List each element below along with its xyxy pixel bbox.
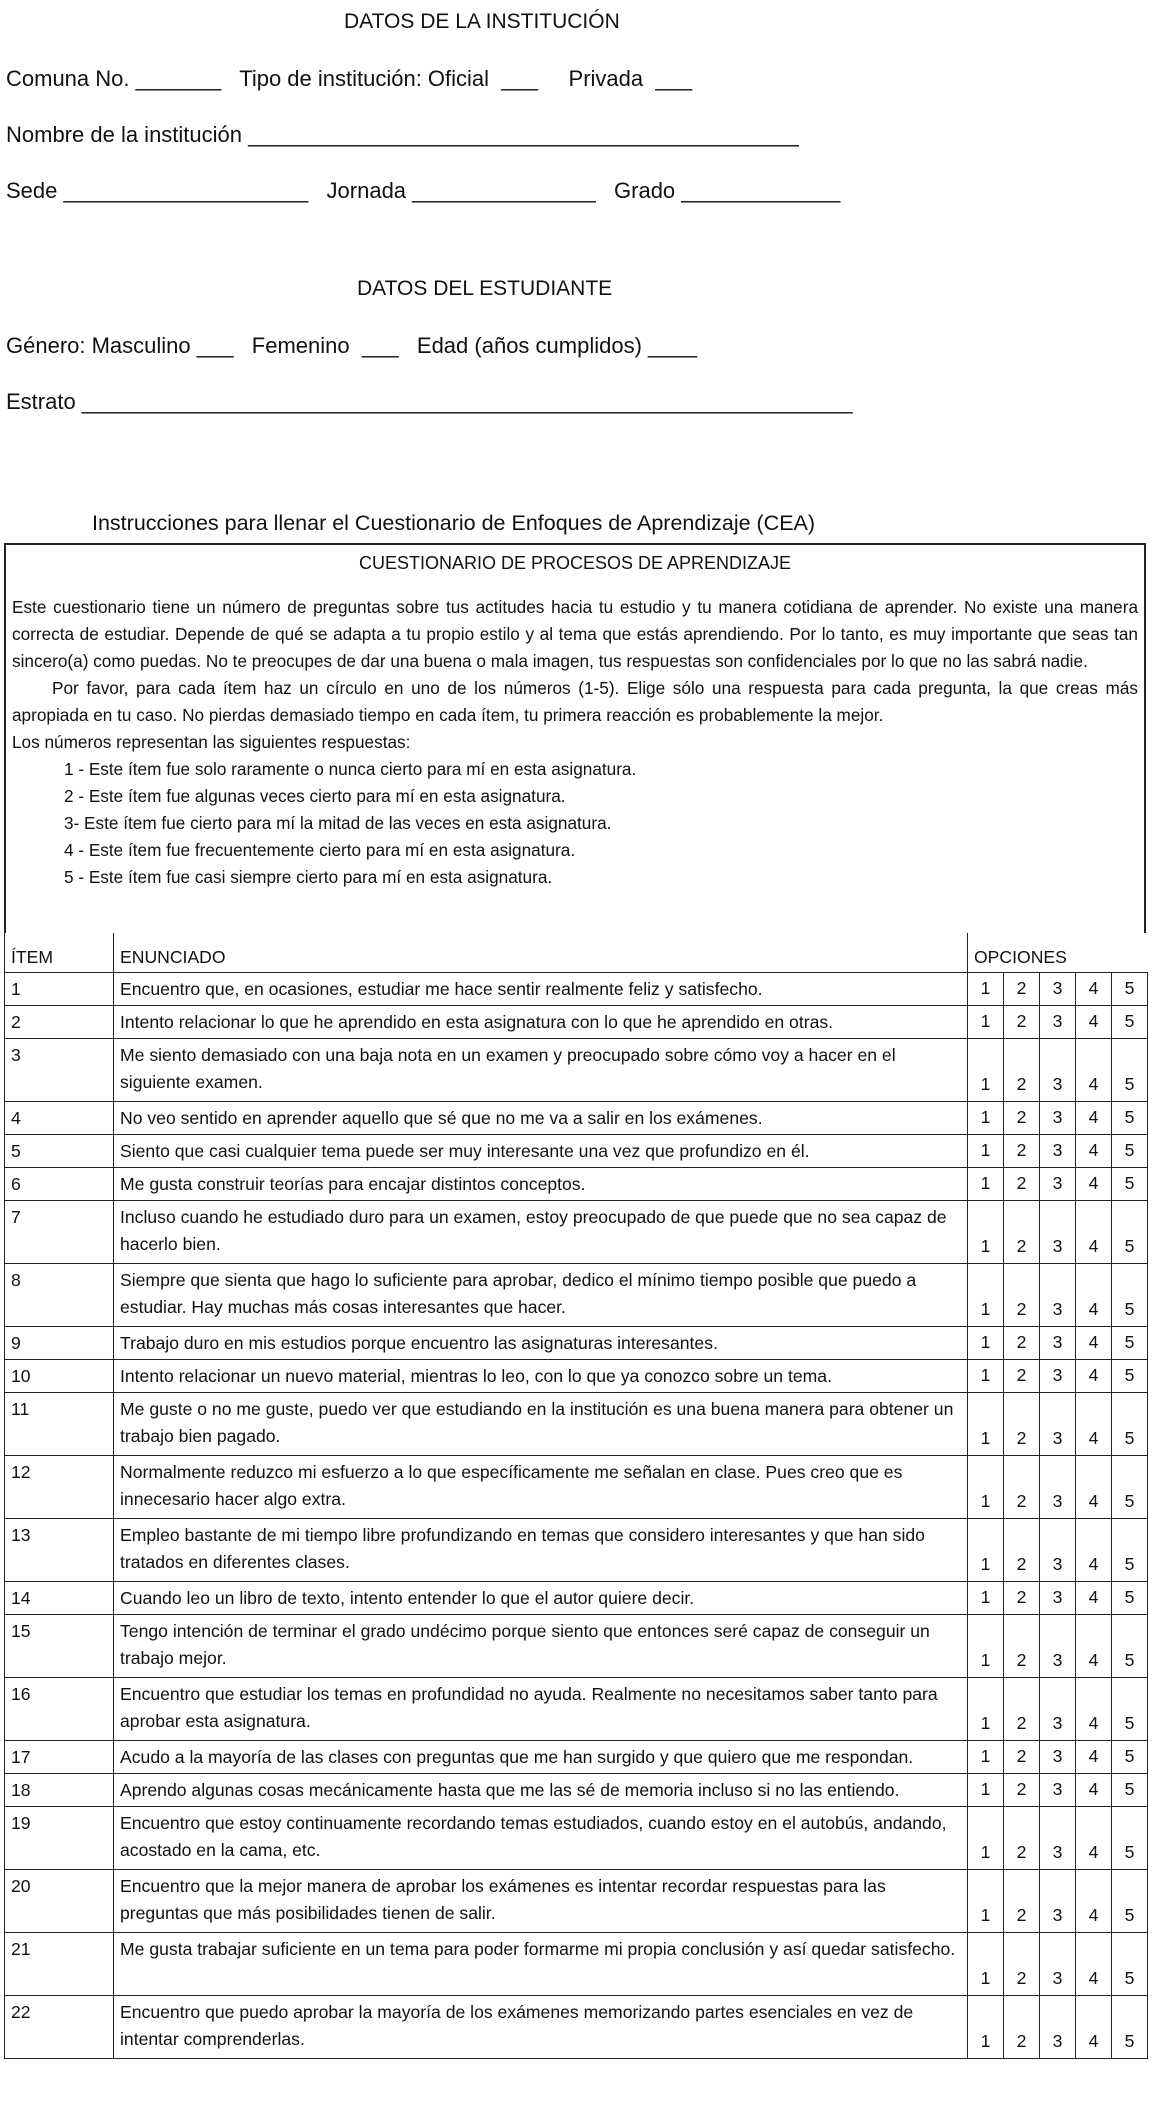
option-5[interactable]: 5	[1112, 1393, 1148, 1456]
option-1[interactable]: 1	[968, 1774, 1004, 1807]
option-3[interactable]: 3	[1040, 1678, 1076, 1741]
item-number: 16	[5, 1678, 114, 1741]
item-number: 9	[5, 1327, 114, 1360]
option-4[interactable]: 4	[1076, 1933, 1112, 1996]
instructions-box	[4, 543, 1146, 933]
option-5[interactable]: 5	[1112, 1456, 1148, 1519]
option-5[interactable]: 5	[1112, 973, 1148, 1006]
option-4[interactable]: 4	[1076, 1741, 1112, 1774]
option-3[interactable]: 3	[1040, 1870, 1076, 1933]
option-5[interactable]: 5	[1112, 1264, 1148, 1327]
option-2[interactable]: 2	[1004, 1615, 1040, 1678]
option-3[interactable]: 3	[1040, 1615, 1076, 1678]
item-number: 19	[5, 1807, 114, 1870]
option-2[interactable]: 2	[1004, 1996, 1040, 2059]
option-3[interactable]: 3	[1040, 1006, 1076, 1039]
option-2[interactable]: 2	[1004, 1519, 1040, 1582]
option-2[interactable]: 2	[1004, 973, 1040, 1006]
option-1[interactable]: 1	[968, 1582, 1004, 1615]
questionnaire-title: CUESTIONARIO DE PROCESOS DE APRENDIZAJE	[358, 553, 792, 573]
table-header-row	[5, 933, 1148, 973]
option-4[interactable]: 4	[1076, 1102, 1112, 1135]
option-2[interactable]: 2	[1004, 1039, 1040, 1102]
option-3[interactable]: 3	[1040, 1519, 1076, 1582]
table-row	[5, 1870, 1148, 1933]
option-4[interactable]: 4	[1076, 1168, 1112, 1201]
option-3[interactable]: 3	[1040, 1996, 1076, 2059]
item-statement: Acudo a la mayoría de las clases con preguntas que me han surgido y que quiero que me respondan.	[114, 1741, 968, 1774]
item-statement: Me gusta construir teorías para encajar distintos conceptos.	[114, 1168, 968, 1201]
option-1[interactable]: 1	[968, 1327, 1004, 1360]
option-2[interactable]: 2	[1004, 1933, 1040, 1996]
option-3[interactable]: 3	[1040, 1264, 1076, 1327]
questionnaire-table	[4, 933, 1148, 2059]
option-1[interactable]: 1	[968, 1135, 1004, 1168]
item-statement: Siento que casi cualquier tema puede ser muy interesante una vez que profundizo en él.	[114, 1135, 968, 1168]
option-4[interactable]: 4	[1076, 973, 1112, 1006]
option-5[interactable]: 5	[1112, 1678, 1148, 1741]
option-1[interactable]: 1	[968, 1006, 1004, 1039]
item-number: 1	[5, 973, 114, 1006]
option-2[interactable]: 2	[1004, 1678, 1040, 1741]
table-row	[5, 1678, 1148, 1741]
option-1[interactable]: 1	[968, 1870, 1004, 1933]
option-2[interactable]: 2	[1004, 1102, 1040, 1135]
item-number: 20	[5, 1870, 114, 1933]
option-4[interactable]: 4	[1076, 1201, 1112, 1264]
option-4[interactable]: 4	[1076, 1393, 1112, 1456]
option-3[interactable]: 3	[1040, 1456, 1076, 1519]
header-enunciado: ENUNCIADO	[114, 933, 968, 973]
option-4[interactable]: 4	[1076, 1678, 1112, 1741]
item-statement: Tengo intención de terminar el grado undécimo porque siento que entonces seré capaz de conseguir un trabajo mejor.	[114, 1615, 968, 1678]
option-2[interactable]: 2	[1004, 1393, 1040, 1456]
item-number: 13	[5, 1519, 114, 1582]
option-4[interactable]: 4	[1076, 1456, 1112, 1519]
option-3[interactable]: 3	[1040, 1807, 1076, 1870]
option-4[interactable]: 4	[1076, 1870, 1112, 1933]
option-3[interactable]: 3	[1040, 1102, 1076, 1135]
option-3[interactable]: 3	[1040, 1360, 1076, 1393]
option-5[interactable]: 5	[1112, 1615, 1148, 1678]
instructions-title: Instrucciones para llenar el Cuestionario de Enfoques de Aprendizaje (CEA)	[92, 511, 816, 535]
option-5[interactable]: 5	[1112, 1807, 1148, 1870]
option-4[interactable]: 4	[1076, 1264, 1112, 1327]
header-opciones: OPCIONES	[968, 933, 1148, 973]
option-1[interactable]: 1	[968, 1039, 1004, 1102]
option-2[interactable]: 2	[1004, 1774, 1040, 1807]
table-row	[5, 1615, 1148, 1678]
option-1[interactable]: 1	[968, 1519, 1004, 1582]
instructions-paragraph-2: Por favor, para cada ítem haz un círculo en uno de los números (1-5). Elige sólo una respuesta para cada pregunta, la que creas más apropiada en tu caso. No pierdas demasiado tiempo en cada ítem, tu primera reacción es probablemente la mejor.	[12, 678, 1138, 725]
option-1[interactable]: 1	[968, 1807, 1004, 1870]
table-row	[5, 1039, 1148, 1102]
item-statement: Encuentro que la mejor manera de aprobar los exámenes es intentar recordar respuestas para las preguntas que más posibilidades tienen de salir.	[114, 1870, 968, 1933]
option-5[interactable]: 5	[1112, 1135, 1148, 1168]
instructions-paragraph-1: Este cuestionario tiene un número de preguntas sobre tus actitudes hacia tu estudio y tu manera cotidiana de aprender. No existe una manera correcta de estudiar. Depende de qué se adapta a tu propio estilo y al tema que estás aprendiendo. Por lo tanto, es muy importante que seas tan sincero(a) como puedas. No te preocupes de dar una buena o mala imagen, tus respuestas son confidenciales por lo que no las sabrá nadie.	[12, 597, 1138, 671]
table-row	[5, 1456, 1148, 1519]
item-number: 14	[5, 1582, 114, 1615]
option-4[interactable]: 4	[1076, 1327, 1112, 1360]
item-number: 4	[5, 1102, 114, 1135]
item-number: 2	[5, 1006, 114, 1039]
option-5[interactable]: 5	[1112, 1102, 1148, 1135]
table-row	[5, 1102, 1148, 1135]
item-number: 5	[5, 1135, 114, 1168]
option-3[interactable]: 3	[1040, 1201, 1076, 1264]
item-number: 10	[5, 1360, 114, 1393]
scale-item-4: 4 - Este ítem fue frecuentemente cierto para mí en esta asignatura.	[64, 840, 576, 860]
option-1[interactable]: 1	[968, 1264, 1004, 1327]
option-1[interactable]: 1	[968, 1741, 1004, 1774]
option-4[interactable]: 4	[1076, 1135, 1112, 1168]
option-1[interactable]: 1	[968, 1168, 1004, 1201]
option-5[interactable]: 5	[1112, 1201, 1148, 1264]
table-row	[5, 1393, 1148, 1456]
item-statement: Encuentro que estoy continuamente recordando temas estudiados, cuando estoy en el autobús, andando, acostado en la cama, etc.	[114, 1807, 968, 1870]
item-number: 12	[5, 1456, 114, 1519]
option-3[interactable]: 3	[1040, 1582, 1076, 1615]
option-2[interactable]: 2	[1004, 1264, 1040, 1327]
option-5[interactable]: 5	[1112, 1774, 1148, 1807]
scale-item-1: 1 - Este ítem fue solo raramente o nunca cierto para mí en esta asignatura.	[64, 759, 637, 779]
option-4[interactable]: 4	[1076, 1615, 1112, 1678]
item-statement: Trabajo duro en mis estudios porque encuentro las asignaturas interesantes.	[114, 1327, 968, 1360]
option-5[interactable]: 5	[1112, 1519, 1148, 1582]
table-row	[5, 1807, 1148, 1870]
table-row	[5, 1201, 1148, 1264]
item-number: 17	[5, 1741, 114, 1774]
option-1[interactable]: 1	[968, 1360, 1004, 1393]
option-4[interactable]: 4	[1076, 1519, 1112, 1582]
option-2[interactable]: 2	[1004, 1006, 1040, 1039]
option-4[interactable]: 4	[1076, 1996, 1112, 2059]
instructions-paragraph-3: Los números representan las siguientes respuestas:	[12, 732, 411, 752]
table-row	[5, 1519, 1148, 1582]
scale-item-3: 3- Este ítem fue cierto para mí la mitad de las veces en esta asignatura.	[64, 813, 612, 833]
option-2[interactable]: 2	[1004, 1741, 1040, 1774]
option-1[interactable]: 1	[968, 1996, 1004, 2059]
option-1[interactable]: 1	[968, 973, 1004, 1006]
table-row	[5, 1774, 1148, 1807]
option-3[interactable]: 3	[1040, 1327, 1076, 1360]
option-3[interactable]: 3	[1040, 1774, 1076, 1807]
item-number: 15	[5, 1615, 114, 1678]
option-4[interactable]: 4	[1076, 1006, 1112, 1039]
option-5[interactable]: 5	[1112, 1870, 1148, 1933]
table-body	[5, 973, 1148, 2059]
item-statement: No veo sentido en aprender aquello que sé que no me va a salir en los exámenes.	[114, 1102, 968, 1135]
option-1[interactable]: 1	[968, 1393, 1004, 1456]
table-row	[5, 1168, 1148, 1201]
option-5[interactable]: 5	[1112, 1168, 1148, 1201]
option-1[interactable]: 1	[968, 1933, 1004, 1996]
option-2[interactable]: 2	[1004, 1456, 1040, 1519]
table-row	[5, 1360, 1148, 1393]
option-4[interactable]: 4	[1076, 1582, 1112, 1615]
table-row	[5, 1135, 1148, 1168]
item-statement: Me gusta trabajar suficiente en un tema para poder formarme mi propia conclusión y así quedar satisfecho.	[114, 1933, 968, 1996]
table-row	[5, 1582, 1148, 1615]
scale-item-2: 2 - Este ítem fue algunas veces cierto para mí en esta asignatura.	[64, 786, 566, 806]
item-statement: Siempre que sienta que hago lo suficiente para aprobar, dedico el mínimo tiempo posible que puedo a estudiar. Hay muchas más cosas interesantes que hacer.	[114, 1264, 968, 1327]
option-5[interactable]: 5	[1112, 1327, 1148, 1360]
item-statement: Incluso cuando he estudiado duro para un examen, estoy preocupado de que puede que no sea capaz de hacerlo bien.	[114, 1201, 968, 1264]
option-5[interactable]: 5	[1112, 1006, 1148, 1039]
option-5[interactable]: 5	[1112, 1996, 1148, 2059]
item-statement: Encuentro que puedo aprobar la mayoría de los exámenes memorizando partes esenciales en vez de intentar comprenderlas.	[114, 1996, 968, 2059]
item-statement: Cuando leo un libro de texto, intento entender lo que el autor quiere decir.	[114, 1582, 968, 1615]
item-number: 18	[5, 1774, 114, 1807]
table-row	[5, 1741, 1148, 1774]
option-4[interactable]: 4	[1076, 1360, 1112, 1393]
item-number: 8	[5, 1264, 114, 1327]
header-item: ÍTEM	[5, 933, 114, 973]
option-1[interactable]: 1	[968, 1615, 1004, 1678]
item-statement: Me guste o no me guste, puedo ver que estudiando en la institución es una buena manera para obtener un trabajo bien pagado.	[114, 1393, 968, 1456]
option-5[interactable]: 5	[1112, 1039, 1148, 1102]
option-5[interactable]: 5	[1112, 1582, 1148, 1615]
item-statement: Encuentro que estudiar los temas en profundidad no ayuda. Realmente no necesitamos saber tanto para aprobar esta asignatura.	[114, 1678, 968, 1741]
option-3[interactable]: 3	[1040, 1168, 1076, 1201]
item-number: 11	[5, 1393, 114, 1456]
student-line-gender[interactable]: Género: Masculino ___ Femenino ___ Edad (años cumplidos) ____	[6, 333, 697, 358]
item-statement: Empleo bastante de mi tiempo libre profundizando en temas que considero interesantes y que han sido tratados en diferentes clases.	[114, 1519, 968, 1582]
option-3[interactable]: 3	[1040, 1393, 1076, 1456]
item-statement: Intento relacionar lo que he aprendido en esta asignatura con lo que he aprendido en otras.	[114, 1006, 968, 1039]
item-statement: Aprendo algunas cosas mecánicamente hasta que me las sé de memoria incluso si no las entiendo.	[114, 1774, 968, 1807]
option-5[interactable]: 5	[1112, 1741, 1148, 1774]
option-5[interactable]: 5	[1112, 1360, 1148, 1393]
table-row	[5, 1264, 1148, 1327]
option-1[interactable]: 1	[968, 1456, 1004, 1519]
item-statement: Intento relacionar un nuevo material, mientras lo leo, con lo que ya conozco sobre un tema.	[114, 1360, 968, 1393]
option-1[interactable]: 1	[968, 1102, 1004, 1135]
institution-line-sede[interactable]: Sede ____________________ Jornada _______________ Grado _____________	[6, 178, 841, 203]
option-5[interactable]: 5	[1112, 1933, 1148, 1996]
item-number: 3	[5, 1039, 114, 1102]
item-number: 21	[5, 1933, 114, 1996]
option-2[interactable]: 2	[1004, 1360, 1040, 1393]
option-4[interactable]: 4	[1076, 1774, 1112, 1807]
institution-line-name[interactable]: Nombre de la institución _____________________________________________	[6, 122, 799, 147]
table-row	[5, 1006, 1148, 1039]
table-row	[5, 973, 1148, 1006]
option-2[interactable]: 2	[1004, 1327, 1040, 1360]
option-2[interactable]: 2	[1004, 1807, 1040, 1870]
option-3[interactable]: 3	[1040, 1135, 1076, 1168]
option-1[interactable]: 1	[968, 1678, 1004, 1741]
institution-section-title: DATOS DE LA INSTITUCIÓN	[344, 10, 620, 33]
option-3[interactable]: 3	[1040, 1933, 1076, 1996]
option-2[interactable]: 2	[1004, 1135, 1040, 1168]
option-2[interactable]: 2	[1004, 1870, 1040, 1933]
table-row	[5, 1327, 1148, 1360]
student-line-estrato[interactable]: Estrato _______________________________________________________________	[6, 389, 853, 414]
student-section-title: DATOS DEL ESTUDIANTE	[357, 277, 613, 300]
item-number: 22	[5, 1996, 114, 2059]
option-3[interactable]: 3	[1040, 1741, 1076, 1774]
option-4[interactable]: 4	[1076, 1807, 1112, 1870]
option-2[interactable]: 2	[1004, 1168, 1040, 1201]
option-2[interactable]: 2	[1004, 1201, 1040, 1264]
item-number: 6	[5, 1168, 114, 1201]
institution-line-comuna[interactable]: Comuna No. _______ Tipo de institución: Oficial ___ Privada ___	[6, 66, 693, 91]
option-2[interactable]: 2	[1004, 1582, 1040, 1615]
option-1[interactable]: 1	[968, 1201, 1004, 1264]
table-row	[5, 1996, 1148, 2059]
scale-item-5: 5 - Este ítem fue casi siempre cierto para mí en esta asignatura.	[64, 867, 553, 887]
option-4[interactable]: 4	[1076, 1039, 1112, 1102]
item-statement: Encuentro que, en ocasiones, estudiar me hace sentir realmente feliz y satisfecho.	[114, 973, 968, 1006]
option-3[interactable]: 3	[1040, 1039, 1076, 1102]
item-number: 7	[5, 1201, 114, 1264]
option-3[interactable]: 3	[1040, 973, 1076, 1006]
table-row	[5, 1933, 1148, 1996]
item-statement: Normalmente reduzco mi esfuerzo a lo que específicamente me señalan en clase. Pues creo que es innecesario hacer algo extra.	[114, 1456, 968, 1519]
item-statement: Me siento demasiado con una baja nota en un examen y preocupado sobre cómo voy a hacer en el siguiente examen.	[114, 1039, 968, 1102]
